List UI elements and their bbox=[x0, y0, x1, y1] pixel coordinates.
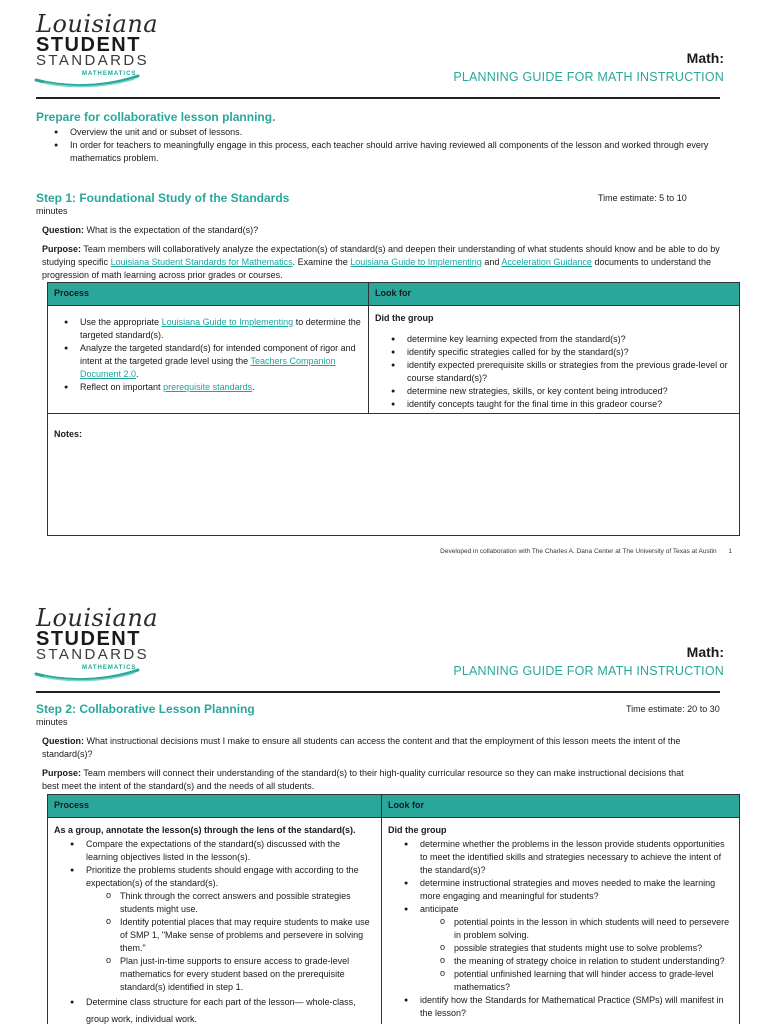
guide-to-implementing-link[interactable]: Louisiana Guide to Implementing bbox=[350, 257, 482, 267]
step2-time-estimate: Time estimate: 20 to 30 bbox=[626, 704, 720, 714]
step1-title: Step 1: Foundational Study of the Standards bbox=[36, 191, 290, 205]
list-item: ● Compare the expectations of the standard(s) discussed with the learning objectives listed in the lesson(s). bbox=[70, 838, 373, 864]
list-item: o potential points in the lesson in which students will need to persevere in problem solving. bbox=[438, 916, 731, 942]
purpose-text: and bbox=[484, 257, 500, 267]
purpose-text: documents to understand the progression of math learning across prior grades or courses. bbox=[42, 257, 712, 280]
page-number: 1 bbox=[728, 548, 732, 555]
list-item bbox=[64, 381, 362, 394]
question-label: Question: bbox=[42, 736, 84, 746]
lookfor-cell bbox=[382, 818, 740, 1024]
guide-subtitle: PLANNING GUIDE FOR MATH INSTRUCTION bbox=[453, 70, 724, 84]
question-text: What is the expectation of the standard(s)? bbox=[86, 225, 259, 235]
process-list bbox=[48, 838, 381, 1024]
step2-minutes: minutes bbox=[36, 717, 68, 727]
question-text: What instructional decisions must I make to ensure all students can access the content and that the employment of this lesson meets the intent of the standard(s)? bbox=[42, 736, 681, 759]
process-list bbox=[48, 306, 368, 394]
process-intro: As a group, annotate the lesson(s) through the lens of the standard(s). bbox=[54, 825, 356, 835]
lookfor-intro: Did the group bbox=[388, 825, 447, 835]
purpose-label: Purpose: bbox=[42, 768, 82, 778]
list-item: ● determine new strategies, skills, or key content being introduced? bbox=[391, 385, 733, 398]
list-item: ● determine key learning expected from the standard(s)? bbox=[391, 333, 733, 346]
louisiana-standards-logo bbox=[34, 10, 159, 82]
logo-mathematics-text: MATHEMATICS bbox=[82, 71, 137, 77]
lookfor-header: Look for bbox=[369, 283, 740, 306]
list-item: ● identify how the Standards for Mathematical Practice (SMPs) will manifest in the lesson? bbox=[404, 994, 731, 1020]
step2-question bbox=[42, 735, 702, 761]
header-divider bbox=[36, 691, 720, 693]
prepare-heading: Prepare for collaborative lesson planning. bbox=[36, 110, 276, 124]
purpose-text: Team members will collaboratively analyze the expectation(s) of standard(s) and deepen their understanding of what students should know and be able to do by studying specific bbox=[42, 244, 720, 267]
notes-cell[interactable] bbox=[48, 414, 740, 536]
process-cell bbox=[48, 306, 369, 414]
list-item bbox=[404, 903, 731, 994]
louisiana-standards-logo bbox=[34, 604, 159, 676]
process-text: Reflect on important bbox=[80, 382, 161, 392]
step2-title: Step 2: Collaborative Lesson Planning bbox=[36, 702, 255, 716]
logo-student-text: STUDENT bbox=[36, 34, 141, 56]
process-text: . bbox=[252, 382, 255, 392]
logo-script-text: Louisiana bbox=[36, 10, 159, 38]
step1-purpose bbox=[42, 243, 722, 282]
list-item bbox=[64, 342, 362, 381]
companion-document-link[interactable]: Teachers Companion Document 2.0 bbox=[80, 356, 336, 379]
list-item: ● determine whether the problems in the lesson provide students opportunities to meet the identified skills and strategies necessary to achieve the intent of the standard(s)? bbox=[404, 838, 731, 877]
logo-mathematics-text: MATHEMATICS bbox=[82, 665, 137, 671]
math-label: Math: bbox=[686, 644, 724, 660]
lookfor-list bbox=[382, 838, 739, 1024]
acceleration-guidance-link[interactable]: Acceleration Guidance bbox=[501, 257, 592, 267]
step1-table bbox=[47, 282, 740, 536]
list-item: o Plan just-in-time supports to ensure access to grade-level mathematics for every student based on the prerequisite standard(s) identified in step 1. bbox=[104, 955, 373, 994]
purpose-text: Team members will connect their understanding of the standard(s) to their high-quality curricular resource so they can make instructional decisions that best meet the intent of the standard(s) and the needs of all students. bbox=[42, 768, 684, 791]
guide-subtitle: PLANNING GUIDE FOR MATH INSTRUCTION bbox=[453, 664, 724, 678]
list-item: o Think through the correct answers and possible strategies students might use. bbox=[104, 890, 373, 916]
step1-minutes: minutes bbox=[36, 206, 68, 216]
prepare-list bbox=[54, 126, 714, 165]
step2-table bbox=[47, 794, 740, 1024]
process-cell bbox=[48, 818, 382, 1024]
list-item: o Identify potential places that may require students to make use of SMP 1, "Make sense of problems and persevere in solving them." bbox=[104, 916, 373, 955]
guide-to-implementing-link[interactable]: Louisiana Guide to Implementing bbox=[161, 317, 294, 327]
notes-label: Notes: bbox=[54, 429, 83, 439]
lssm-link[interactable]: Louisiana Student Standards for Mathematics bbox=[110, 257, 293, 267]
list-item: o possible strategies that students might use to solve problems? bbox=[438, 942, 731, 955]
process-text: to determine the targeted standard(s). bbox=[80, 317, 361, 340]
page-separator bbox=[0, 566, 768, 594]
logo-standards-text: STANDARDS bbox=[36, 646, 149, 663]
step1-time-estimate: Time estimate: 5 to 10 bbox=[598, 193, 687, 203]
prerequisite-standards-link[interactable]: prerequisite standards bbox=[163, 382, 253, 392]
logo-script-text: Louisiana bbox=[36, 604, 159, 632]
footer-credit: Developed in collaboration with The Charles A. Dana Center at The University of Texas at Austin bbox=[440, 548, 717, 555]
step2-purpose bbox=[42, 767, 702, 793]
step1-question bbox=[42, 224, 722, 237]
purpose-label: Purpose: bbox=[42, 244, 82, 254]
list-item: ● Overview the unit and or subset of lessons. bbox=[54, 126, 714, 139]
process-text: . bbox=[136, 369, 139, 379]
lookfor-intro: Did the group bbox=[375, 313, 434, 323]
page-footer bbox=[440, 548, 732, 555]
lookfor-text: anticipate bbox=[420, 904, 459, 914]
process-text: Use the appropriate bbox=[80, 317, 160, 327]
question-label: Question: bbox=[42, 225, 84, 235]
list-item: o potential unfinished learning that will hinder access to grade-level mathematics? bbox=[438, 968, 731, 994]
process-sublist bbox=[86, 890, 373, 994]
purpose-text: . Examine the bbox=[292, 257, 348, 267]
logo-student-text: STUDENT bbox=[36, 628, 141, 650]
process-header: Process bbox=[48, 795, 382, 818]
lookfor-sublist bbox=[420, 916, 731, 994]
process-header: Process bbox=[48, 283, 369, 306]
page-2 bbox=[0, 594, 768, 1024]
lookfor-cell bbox=[369, 306, 740, 414]
list-item: ● identify concepts taught for the final time in this gradeor course? bbox=[391, 398, 733, 411]
list-item bbox=[70, 864, 373, 994]
lookfor-header: Look for bbox=[382, 795, 740, 818]
list-item: ● identify expected prerequisite skills or strategies from the previous grade-level or course standard(s)? bbox=[391, 359, 733, 385]
list-item: o the meaning of strategy choice in relation to student understanding? bbox=[438, 955, 731, 968]
list-item: ● determine instructional strategies and moves needed to make the learning more engaging and meaningful for students? bbox=[404, 877, 731, 903]
list-item: ● Determine class structure for each part of the lesson— whole-class, group work, individual work. bbox=[70, 994, 373, 1024]
header-divider bbox=[36, 97, 720, 99]
list-item bbox=[64, 316, 362, 342]
lookfor-list bbox=[369, 331, 739, 411]
list-item: ● In order for teachers to meaningfully engage in this process, each teacher should arrive having reviewed all components of the lesson and worked through every mathematics problem. bbox=[54, 139, 714, 165]
process-text: Prioritize the problems students should engage with according to the expectation(s) of the standard(s). bbox=[86, 865, 359, 888]
list-item: ● identify specific strategies called for by the standard(s)? bbox=[391, 346, 733, 359]
logo-standards-text: STANDARDS bbox=[36, 52, 149, 69]
process-text: Analyze the targeted standard(s) for intended component of rigor and intent at the targeted grade level using the bbox=[80, 343, 356, 366]
math-label: Math: bbox=[686, 50, 724, 66]
